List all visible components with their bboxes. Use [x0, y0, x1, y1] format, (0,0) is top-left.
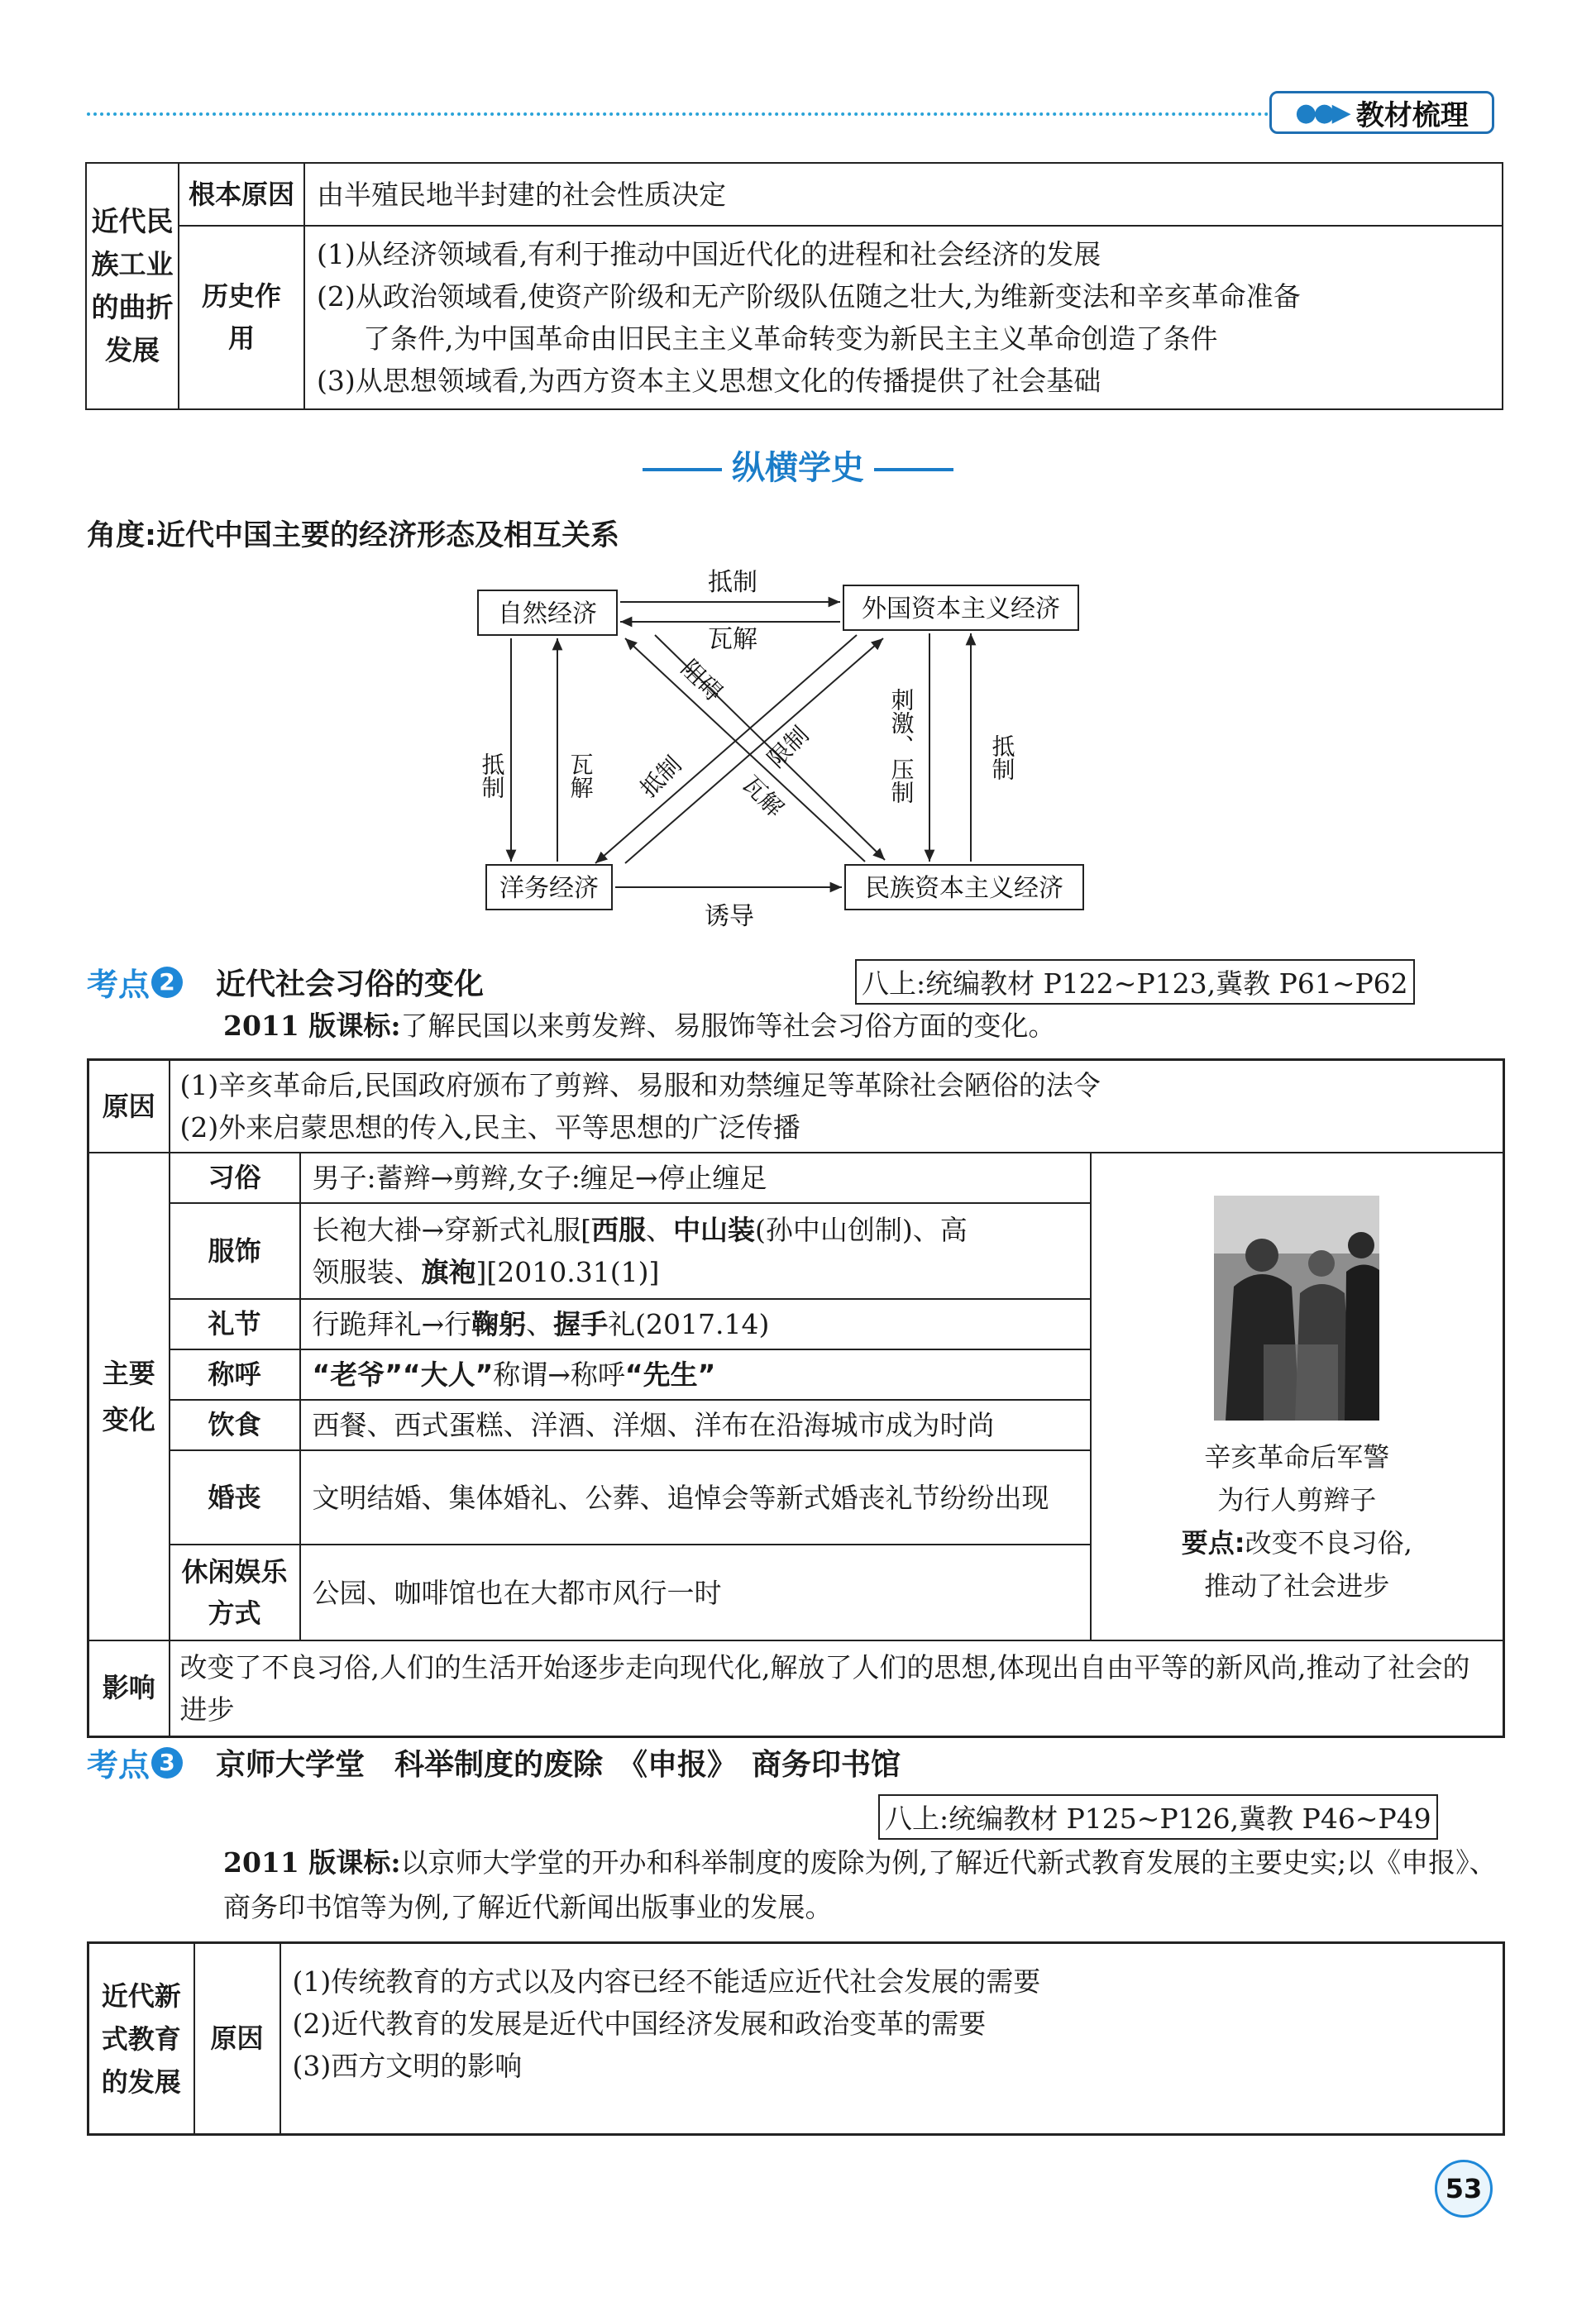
arrow-diag-foreign-to-west [595, 635, 857, 863]
photo-caption-1: 辛亥革命后军警 [1204, 1441, 1390, 1473]
header-tag [1269, 91, 1494, 134]
kd2-title: 近代社会习俗的变化 [216, 967, 485, 1001]
education-cause-cell [280, 1943, 1504, 2135]
label-right-2: 抵制 [988, 734, 1016, 781]
kd2-label: 考点 [87, 967, 151, 1003]
label-diag-2: 限制 [762, 721, 815, 773]
historical-photo [1214, 1196, 1379, 1421]
kd3-heading [87, 1740, 901, 1785]
etiquette-sep: 、 [526, 1308, 554, 1340]
node-natural: 自然经济 [498, 599, 597, 628]
photo-caption-2: 为行人剪辫子 [1217, 1484, 1377, 1516]
change-value: 公园、咖啡馆也在大都市风行一时 [300, 1545, 1091, 1640]
education-table [87, 1941, 1505, 2136]
address-text: 称谓→称呼 [493, 1359, 625, 1391]
effect-item: (1)从经济领域看,有利于推动中国近代化的进程和社会经济的发展 [317, 238, 1101, 270]
education-cause-item: (2)近代教育的发展是近代中国经济发展和政治变革的需要 [292, 2008, 987, 2040]
label-top-2: 瓦解 [708, 625, 757, 654]
clothing-line-1 [313, 1209, 1078, 1251]
kd3-standard-text: 以京师大学堂的开办和科举制度的废除为例,了解近代新式教育发展的主要史实;以《申报》、商务印书馆等为例,了解近代新闻出版事业的发展。 [223, 1846, 1497, 1923]
change-key: 休闲娱乐方式 [170, 1545, 300, 1640]
clothing-text: 领服装、 [312, 1256, 422, 1288]
effect-item: (2)从政治领域看,使资产阶级和无产阶级队伍随之壮大,为维新变法和辛亥革命准备 [317, 280, 1301, 313]
label-left-2: 瓦解 [566, 752, 595, 799]
effect-item: (3)从思想领域看,为西方资本主义思想文化的传播提供了社会基础 [317, 365, 1101, 397]
change-value-clothing [300, 1203, 1091, 1299]
chevron-right-icon: ●●▶ [1295, 98, 1348, 127]
kd2-number-badge: 2 [151, 967, 183, 998]
page-number: 53 [1435, 2160, 1493, 2218]
etiquette-text: 礼(2017.14) [608, 1308, 770, 1340]
change-key: 婚丧 [170, 1450, 300, 1545]
photo-point-1: 改变不良习俗, [1245, 1527, 1412, 1559]
education-cause-item: (1)传统教育的方式以及内容已经不能适应近代社会发展的需要 [292, 1965, 1041, 1998]
clothing-text: ][2010.31(1)] [475, 1256, 660, 1288]
address-bold: “老爷”“大人” [312, 1359, 494, 1391]
customs-effect-label: 影响 [88, 1640, 170, 1736]
change-key: 饮食 [170, 1400, 300, 1450]
label-bottom: 诱导 [705, 902, 754, 931]
kd2-standard-text: 了解民国以来剪发辫、易服饰等社会习俗方面的变化。 [400, 1010, 1056, 1042]
clothing-text: (孙中山创制)、高 [755, 1214, 968, 1246]
header-tag-label: 教材梳理 [1355, 98, 1469, 132]
photo-point [1092, 1521, 1503, 1564]
etiquette-bold: 握手 [553, 1308, 609, 1340]
label-diag-1: 阻碍 [676, 654, 728, 707]
cause-text: 由半殖民地半封建的社会性质决定 [304, 163, 1503, 226]
kd2-standard-label: 2011 版课标: [223, 1010, 401, 1042]
industry-table [85, 162, 1503, 410]
kd2-standard [223, 1004, 1505, 1048]
clothing-bold: 中山装 [673, 1214, 756, 1246]
change-key: 习俗 [170, 1153, 300, 1203]
customs-cause-label: 原因 [88, 1060, 170, 1153]
effect-item: 了条件,为中国革命由旧民主主义革命转变为新民主主义革命创造了条件 [363, 322, 1218, 355]
effect-label: 历史作用 [179, 226, 304, 409]
etiquette-bold: 鞠躬 [471, 1308, 527, 1340]
clothing-line-2 [313, 1251, 1078, 1293]
title-dash-right [874, 468, 953, 471]
change-key: 称呼 [170, 1349, 300, 1400]
customs-cause-item: (2)外来启蒙思想的传入,民主、平等思想的广泛传播 [179, 1111, 800, 1144]
node-westernization: 洋务经济 [499, 874, 599, 903]
kd3-reference: 八上:统编教材 P125~P126,冀教 P46~P49 [878, 1794, 1438, 1840]
label-left-1: 抵制 [478, 752, 506, 799]
customs-cause-cell [170, 1060, 1504, 1153]
change-value: 文明结婚、集体婚礼、公葬、追悼会等新式婚丧礼节纷纷出现 [300, 1450, 1091, 1545]
economy-relation-diagram [463, 562, 1108, 934]
photo-point-2: 推动了社会进步 [1204, 1570, 1390, 1602]
address-bold: “先生” [624, 1359, 716, 1391]
kd3-title: 京师大学堂 科举制度的废除 《申报》 商务印书馆 [216, 1748, 901, 1782]
change-key: 礼节 [170, 1299, 300, 1349]
clothing-sep: 、 [646, 1214, 674, 1246]
label-right-1: 刺激、压制 [887, 688, 915, 804]
clothing-text: 长袍大褂→穿新式礼服[ [312, 1214, 592, 1246]
photo-figures [1214, 1196, 1379, 1421]
clothing-bold: 旗袍 [421, 1256, 476, 1288]
label-diag-4: 瓦解 [737, 770, 789, 823]
label-diag-3: 抵制 [634, 751, 687, 803]
kd2-heading [87, 959, 484, 1005]
kd3-label: 考点 [87, 1747, 151, 1784]
change-value: 西餐、西式蛋糕、洋酒、洋烟、洋布在沿海城市成为时尚 [300, 1400, 1091, 1450]
customs-table [87, 1058, 1505, 1738]
section-title [0, 442, 1596, 489]
node-national: 民族资本主义经济 [865, 874, 1063, 903]
arrow-diag-west-to-foreign [625, 638, 883, 863]
industry-row-title: 近代民族工业的曲折发展 [86, 163, 179, 409]
kd2-reference: 八上:统编教材 P122~P123,冀教 P61~P62 [855, 959, 1415, 1005]
section-title-text: 纵横学史 [732, 449, 864, 487]
arrow-diag-national-to-natural [625, 638, 865, 862]
education-cause-label: 原因 [194, 1943, 280, 2135]
education-cause-item: (3)西方文明的影响 [292, 2050, 523, 2082]
change-value-etiquette [300, 1299, 1091, 1349]
clothing-bold: 西服 [591, 1214, 647, 1246]
etiquette-text: 行跪拜礼→行 [312, 1308, 472, 1340]
customs-cause-item: (1)辛亥革命后,民国政府颁布了剪辫、易服和劝禁缠足等革除社会陋俗的法令 [179, 1069, 1101, 1101]
angle-heading: 角度:近代中国主要的经济形态及相互关系 [87, 519, 619, 552]
customs-effect-text: 改变了不良习俗,人们的生活开始逐步走向现代化,解放了人们的思想,体现出自由平等的新风尚,推动了社会的进步 [170, 1640, 1504, 1736]
change-value: 男子:蓄辫→剪辫,女子:缠足→停止缠足 [300, 1153, 1091, 1203]
photo-cell [1091, 1153, 1504, 1640]
node-foreign: 外国资本主义经济 [862, 595, 1060, 623]
cause-label: 根本原因 [179, 163, 304, 226]
header-dotted-line [87, 112, 1269, 116]
kd3-number-badge: 3 [151, 1747, 183, 1779]
change-key: 服饰 [170, 1203, 300, 1299]
effect-cell [304, 226, 1503, 409]
title-dash-left [643, 468, 722, 471]
kd3-standard-label: 2011 版课标: [223, 1846, 401, 1879]
education-row-title: 近代新式教育的发展 [88, 1943, 194, 2135]
label-top-1: 抵制 [708, 568, 757, 597]
change-value-address [300, 1349, 1091, 1400]
kd3-standard [223, 1841, 1505, 1930]
change-label: 主要变化 [88, 1153, 170, 1640]
photo-point-label: 要点: [1181, 1527, 1245, 1559]
